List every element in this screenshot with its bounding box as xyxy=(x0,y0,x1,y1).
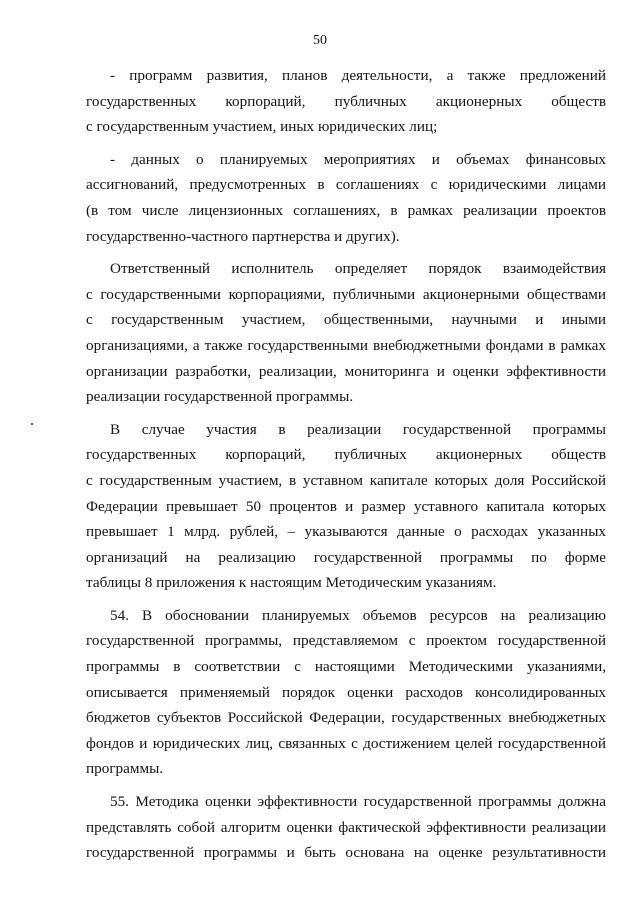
text-line: - программ развития, планов деятельности, а также предложений xyxy=(110,67,606,84)
text-line: государственных корпораций, публичных акционерных обществ xyxy=(86,92,606,110)
paragraph xyxy=(86,147,606,249)
text-line: программы. xyxy=(86,760,164,778)
text-line: реализации государственной программы. xyxy=(86,388,354,406)
text-line: Ответственный исполнитель определяет порядок взаимодействия xyxy=(110,260,606,278)
text-line: организаций на реализацию государственной программы по форме xyxy=(86,548,606,566)
text-line: представлять собой алгоритм оценки фактической эффективности реализации xyxy=(86,818,606,836)
text-line: 55. Методика оценки эффективности государственной программы должна xyxy=(110,793,606,811)
text-line: государственных корпораций, публичных акционерных обществ xyxy=(86,446,606,464)
text-line: государственно-частного партнерства и других). xyxy=(86,227,400,245)
text-line: ассигнований, предусмотренных в соглашениях с юридическими лицами xyxy=(86,176,606,194)
scan-artifact-dot xyxy=(31,423,33,425)
text-line: таблицы 8 приложения к настоящим Методическим указаниям. xyxy=(86,574,497,592)
text-line: государственной программы и быть основана на оценке результативности xyxy=(86,844,606,862)
text-line: с государственным участием, общественными, научными и иными xyxy=(86,311,606,329)
text-line: с государственными корпорациями, публичными акционерными обществами xyxy=(86,285,606,303)
text-line: организациями, а также государственными внебюджетными фондами в рамках xyxy=(86,336,606,354)
text-line: с государственным участием, иных юридических лиц; xyxy=(86,118,438,136)
paragraph xyxy=(86,63,606,140)
document-body xyxy=(86,63,606,867)
text-line: бюджетов субъектов Российской Федерации, государственных внебюджетных xyxy=(86,709,606,727)
text-line: программы в соответствии с настоящими Методическими указаниями, xyxy=(86,658,606,676)
paragraph xyxy=(86,417,606,596)
text-line: государственной программы, представляемом с проектом государственной xyxy=(86,632,606,650)
text-line: Федерации превышает 50 процентов и размер уставного капитала которых xyxy=(86,497,606,515)
text-line: организации разработки, реализации, мониторинга и оценки эффективности xyxy=(86,362,606,380)
text-line: фондов и юридических лиц, связанных с достижением целей государственной xyxy=(86,734,606,752)
text-line: превышает 1 млрд. рублей, – указываются данные о расходах указанных xyxy=(86,523,606,541)
paragraph xyxy=(86,603,606,782)
text-line: В случае участия в реализации государственной программы xyxy=(110,420,606,438)
text-line: с государственным участием, в уставном капитале которых доля Российской xyxy=(86,471,606,489)
text-line: 54. В обосновании планируемых объемов ресурсов на реализацию xyxy=(110,606,606,624)
text-line: описывается применяемый порядок оценки расходов консолидированных xyxy=(86,683,606,701)
paragraph xyxy=(86,789,606,866)
text-line: - данных о планируемых мероприятиях и объемах финансовых xyxy=(110,150,606,168)
text-line: (в том числе лицензионных соглашениях, в рамках реализации проектов xyxy=(86,201,606,219)
page-number: 50 xyxy=(313,33,327,48)
paragraph xyxy=(86,256,606,410)
